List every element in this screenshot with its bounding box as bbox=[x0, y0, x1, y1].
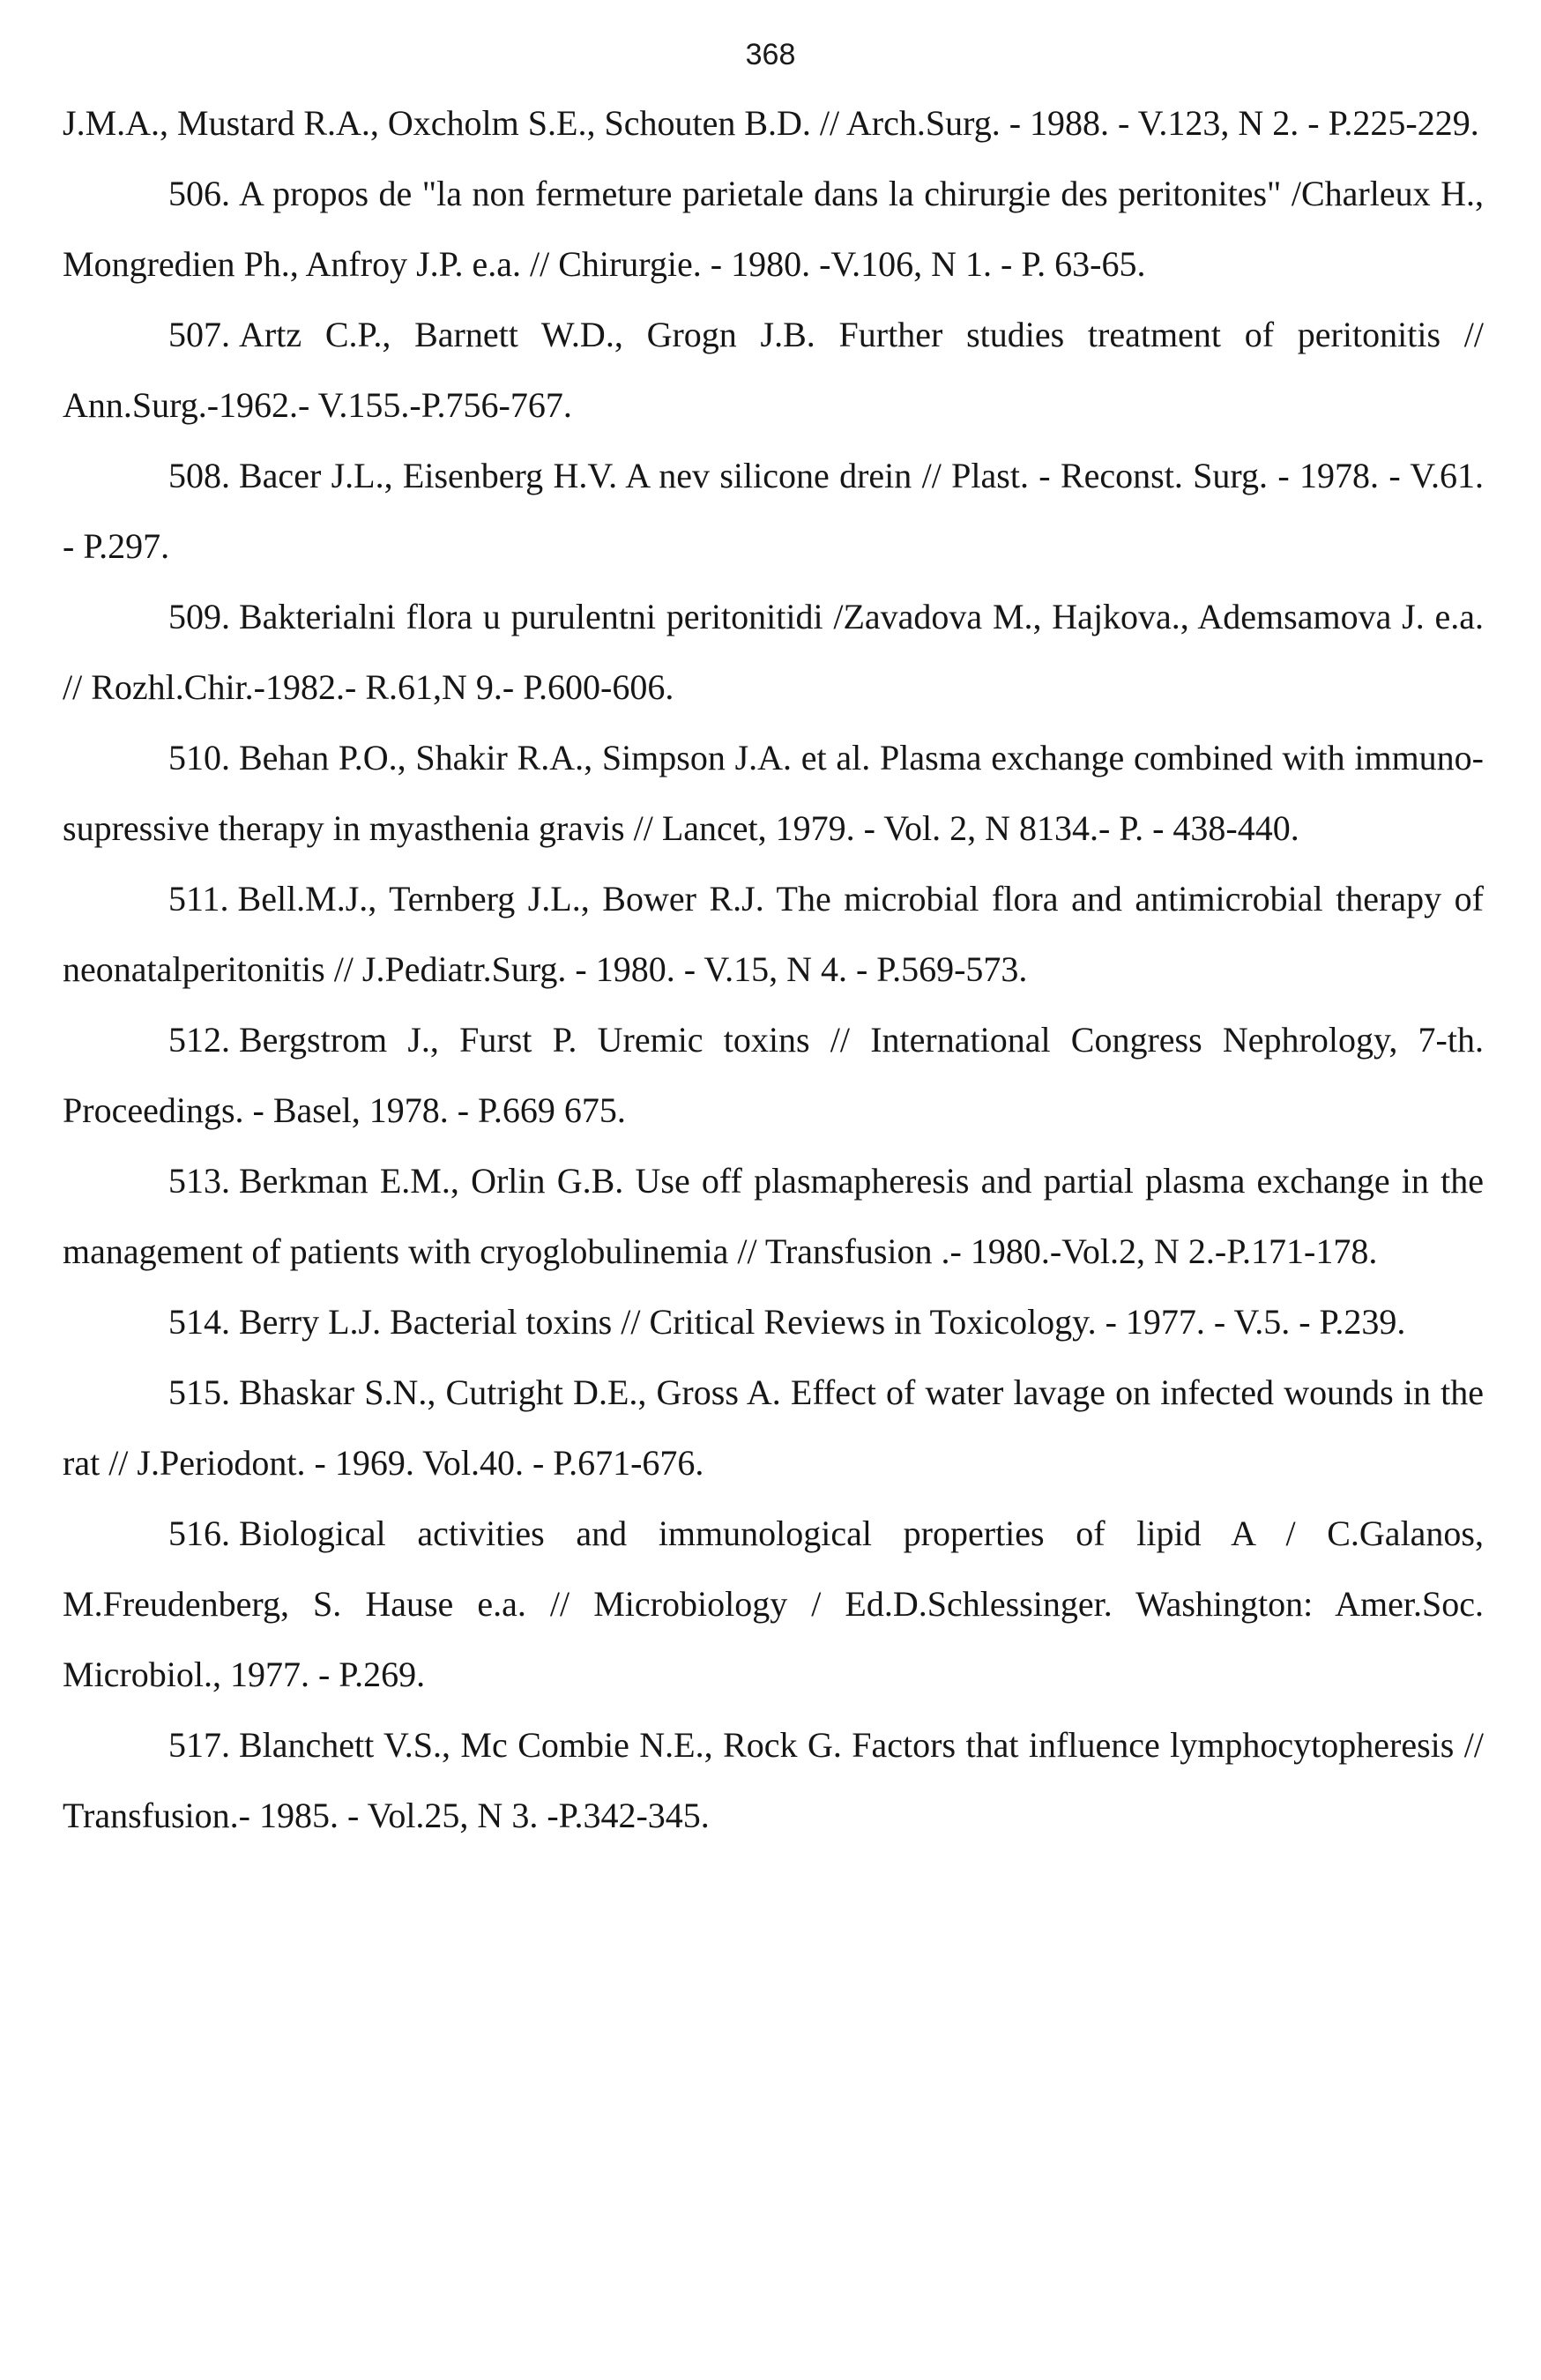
reference-entry-512 bbox=[63, 1005, 1484, 1146]
reference-text: Bacer J.L., Eisenberg H.V. A nev silicone drein // Plast. - Reconst. Surg. - 1978. - V.61. - P.297. bbox=[63, 456, 1484, 566]
reference-text: Bhaskar S.N., Cutright D.E., Gross A. Effect of water lavage on infected wounds in the rat // J.Periodont. - 1969. Vol.40. - P.671-676. bbox=[63, 1372, 1484, 1483]
reference-text: Bakterialni flora u purulentni peritonitidi /Zavadova M., Hajkova., Ademsamova J. e.a. // Rozhl.Chir.-1982.- R.61,N 9.- P.600-606. bbox=[63, 597, 1484, 707]
reference-number: 511. bbox=[168, 879, 229, 919]
reference-entry-508 bbox=[63, 441, 1484, 582]
reference-number: 506. bbox=[168, 174, 230, 213]
reference-number: 512. bbox=[168, 1020, 230, 1060]
reference-entry-514 bbox=[63, 1287, 1484, 1357]
reference-text: Artz C.P., Barnett W.D., Grogn J.B. Further studies treatment of peritonitis // Ann.Surg.-1962.- V.155.-P.756-767. bbox=[63, 315, 1484, 425]
reference-entry-517 bbox=[63, 1710, 1484, 1851]
reference-entry-507 bbox=[63, 300, 1484, 441]
reference-number: 510. bbox=[168, 738, 230, 777]
reference-number: 514. bbox=[168, 1302, 230, 1342]
reference-entry-515 bbox=[63, 1357, 1484, 1499]
reference-entry-continued bbox=[63, 88, 1484, 159]
reference-number: 517. bbox=[168, 1725, 230, 1765]
page-number: 368 bbox=[745, 38, 796, 71]
reference-text: Behan P.O., Shakir R.A., Simpson J.A. et al. Plasma exchange combined with immuno-supressive therapy in myasthenia gravis // Lancet, 1979. - Vol. 2, N 8134.- P. - 438-440. bbox=[63, 738, 1484, 848]
reference-text: Bergstrom J., Furst P. Uremic toxins // International Congress Nephrology, 7-th. Proceedings. - Basel, 1978. - P.669 675. bbox=[63, 1020, 1484, 1130]
reference-text: Berkman E.M., Orlin G.B. Use off plasmapheresis and partial plasma exchange in the management of patients with cryoglobulinemia // Transfusion .- 1980.-Vol.2, N 2.-P.171-178. bbox=[63, 1161, 1484, 1271]
reference-text: A propos de "la non fermeture parietale dans la chirurgie des peritonites" /Charleux H., Mongredien Ph., Anfroy J.P. e.a. // Chirurgie. - 1980. -V.106, N 1. - P. 63-65. bbox=[63, 174, 1484, 284]
reference-text: J.M.A., Mustard R.A., Oxcholm S.E., Schouten B.D. // Arch.Surg. - 1988. - V.123, N 2. - P.225-229. bbox=[63, 103, 1479, 143]
reference-number: 516. bbox=[168, 1514, 230, 1553]
reference-text: Bell.M.J., Ternberg J.L., Bower R.J. The microbial flora and antimicrobial therapy of neonatalperitonitis // J.Pediatr.Surg. - 1980. - V.15, N 4. - P.569-573. bbox=[63, 879, 1484, 989]
reference-entry-509 bbox=[63, 582, 1484, 723]
reference-number: 515. bbox=[168, 1372, 230, 1412]
reference-entry-513 bbox=[63, 1146, 1484, 1287]
reference-text: Berry L.J. Bacterial toxins // Critical Reviews in Toxicology. - 1977. - V.5. - P.239. bbox=[239, 1302, 1406, 1342]
reference-entry-516 bbox=[63, 1499, 1484, 1710]
reference-entry-510 bbox=[63, 723, 1484, 864]
reference-number: 513. bbox=[168, 1161, 230, 1201]
reference-number: 508. bbox=[168, 456, 230, 495]
reference-text: Blanchett V.S., Mc Combie N.E., Rock G. Factors that influence lymphocytopheresis // Transfusion.- 1985. - Vol.25, N 3. -P.342-345. bbox=[63, 1725, 1484, 1835]
reference-number: 507. bbox=[168, 315, 230, 354]
reference-entry-506 bbox=[63, 159, 1484, 300]
reference-number: 509. bbox=[168, 597, 230, 636]
reference-entry-511 bbox=[63, 864, 1484, 1005]
reference-text: Biological activities and immunological properties of lipid A / C.Galanos, M.Freudenberg, S. Hause e.a. // Microbiology / Ed.D.Schlessinger. Washington: Amer.Soc. Microbiol., 1977. - P.269. bbox=[63, 1514, 1484, 1694]
reference-list bbox=[63, 88, 1484, 1851]
